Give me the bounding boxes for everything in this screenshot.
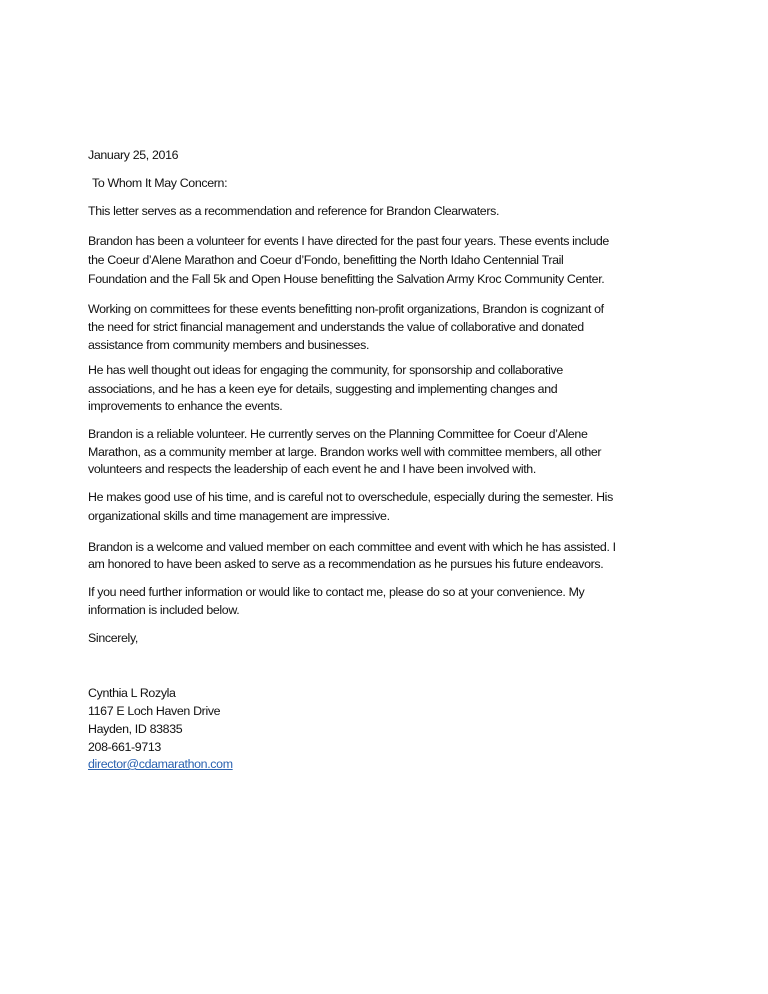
signature-address-line2: Hayden, ID 83835 [88,722,183,736]
signature-phone: 208-661-9713 [88,740,161,754]
signature-email-link[interactable]: director@cdamarathon.com [88,757,233,771]
paragraph-line: If you need further information or would like to contact me, please do so at your convenience. My [88,585,585,599]
paragraph-line: Marathon, as a community member at large. Brandon works well with committee members, all other [88,445,602,459]
closing: Sincerely, [88,631,138,645]
paragraph-line: am honored to have been asked to serve as a recommendation as he pursues his future endeavors. [88,557,604,571]
paragraph-line: organizational skills and time management are impressive. [88,509,390,523]
paragraph-line: Brandon is a reliable volunteer. He currently serves on the Planning Committee for Coeur d’Alene [88,427,588,441]
paragraph-line: improvements to enhance the events. [88,399,283,413]
paragraph-line: Foundation and the Fall 5k and Open House benefitting the Salvation Army Kroc Community Center. [88,272,605,286]
salutation: To Whom It May Concern: [92,176,228,190]
paragraph-line: Brandon has been a volunteer for events I have directed for the past four years. These events include [88,234,609,248]
paragraph-line: information is included below. [88,603,240,617]
paragraph-line: the Coeur d’Alene Marathon and Coeur d’Fondo, benefitting the North Idaho Centennial Trail [88,253,564,267]
paragraph-line: assistance from community members and businesses. [88,338,370,352]
paragraph-line: He has well thought out ideas for engaging the community, for sponsorship and collaborative [88,363,563,377]
paragraph-line: This letter serves as a recommendation and reference for Brandon Clearwaters. [88,204,500,218]
paragraph-line: Brandon is a welcome and valued member on each committee and event with which he has assisted. I [88,540,616,554]
signature-address-line1: 1167 E Loch Haven Drive [88,704,221,718]
paragraph-line: Working on committees for these events benefitting non-profit organizations, Brandon is cognizant of [88,302,604,316]
signature-name: Cynthia L Rozyla [88,686,176,700]
paragraph-line: associations, and he has a keen eye for details, suggesting and implementing changes and [88,382,558,396]
paragraph-line: the need for strict financial management and understands the value of collaborative and donated [88,320,584,334]
paragraph-line: He makes good use of his time, and is careful not to overschedule, especially during the semester. His [88,490,613,504]
paragraph-line: volunteers and respects the leadership of each event he and I have been involved with. [88,462,536,476]
letter-date: January 25, 2016 [88,148,179,162]
